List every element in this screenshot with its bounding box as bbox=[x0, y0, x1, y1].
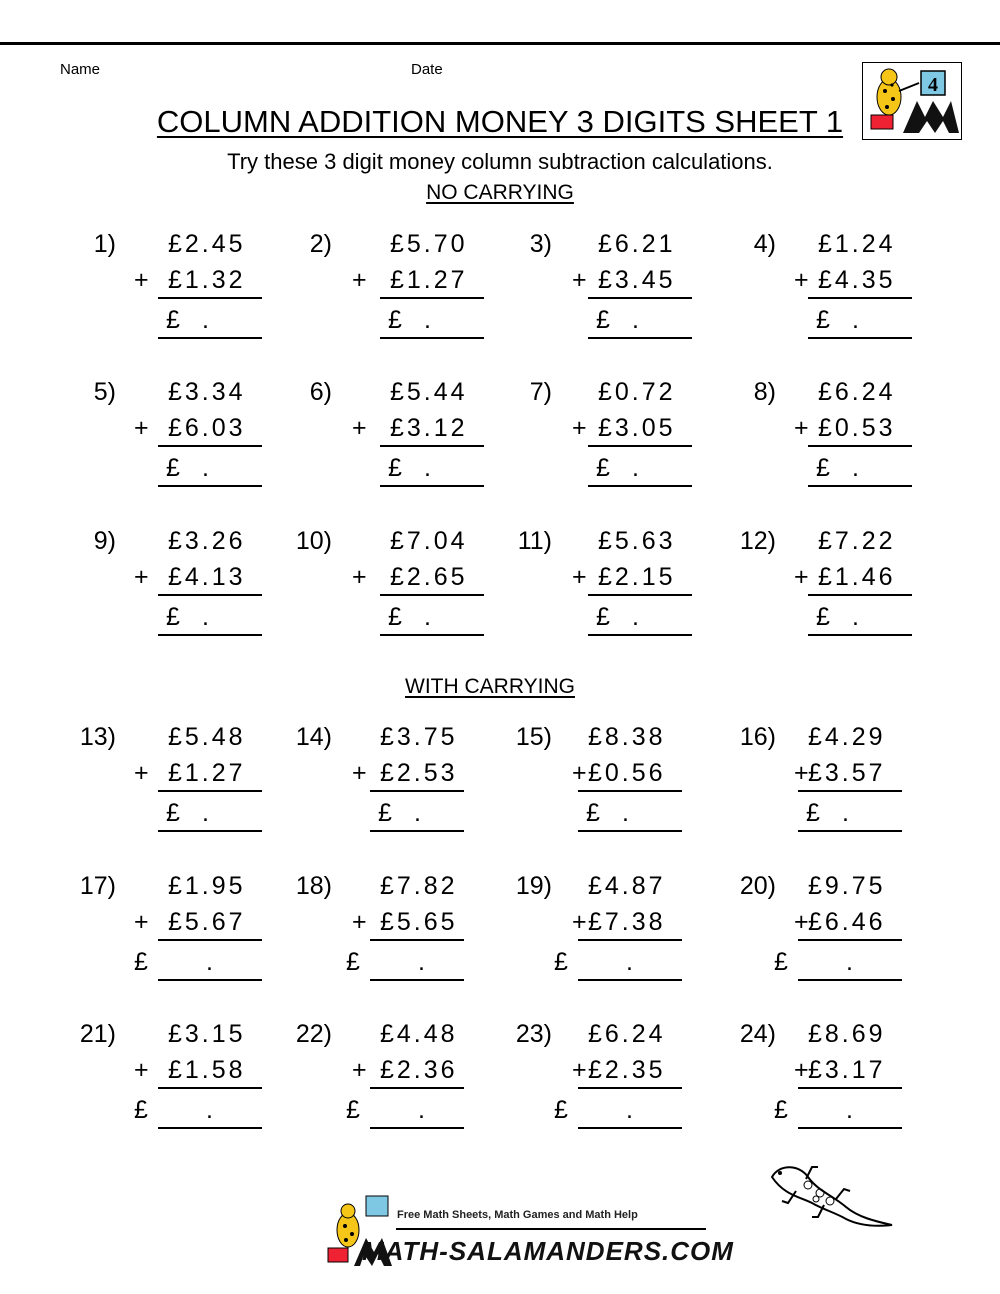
addend-top: £4.48 bbox=[380, 1020, 458, 1048]
answer-point: . bbox=[418, 948, 425, 976]
problem-number: 8) bbox=[753, 378, 776, 406]
answer-point: . bbox=[626, 948, 633, 976]
section-with-carrying bbox=[0, 675, 990, 699]
addend-top: £4.87 bbox=[588, 872, 666, 900]
addend-top: £6.24 bbox=[588, 1020, 666, 1048]
answer-rule bbox=[158, 979, 262, 981]
plus-sign: + bbox=[572, 908, 587, 936]
answer-rule bbox=[808, 337, 912, 339]
answer-point: . bbox=[206, 948, 213, 976]
problem-number: 13) bbox=[79, 723, 116, 751]
name-label: Name bbox=[60, 61, 101, 78]
answer-rule bbox=[588, 634, 692, 636]
sum-rule bbox=[808, 445, 912, 447]
addend-bottom: £3.45 bbox=[598, 266, 676, 294]
addend-bottom: £6.46 bbox=[808, 908, 886, 936]
addend-top: £2.45 bbox=[168, 230, 246, 258]
addend-bottom: £4.35 bbox=[818, 266, 896, 294]
addend-top: £7.22 bbox=[818, 527, 896, 555]
addend-bottom: £2.15 bbox=[598, 563, 676, 591]
plus-sign: + bbox=[572, 266, 587, 294]
answer-rule bbox=[370, 830, 464, 832]
answer-point: . bbox=[414, 799, 421, 827]
answer-rule bbox=[578, 830, 682, 832]
answer-rule bbox=[808, 634, 912, 636]
answer-currency: £ bbox=[774, 948, 788, 976]
answer-point: . bbox=[852, 306, 859, 334]
answer-rule bbox=[578, 1127, 682, 1129]
addend-bottom: £3.12 bbox=[390, 414, 468, 442]
plus-sign: + bbox=[352, 759, 367, 787]
answer-rule bbox=[588, 485, 692, 487]
answer-point: . bbox=[202, 799, 209, 827]
section-no-carrying-label: NO CARRYING bbox=[426, 181, 574, 204]
plus-sign: + bbox=[134, 266, 149, 294]
sum-rule bbox=[588, 297, 692, 299]
salamander-icon bbox=[766, 1155, 896, 1235]
answer-point: . bbox=[424, 603, 431, 631]
addend-top: £5.48 bbox=[168, 723, 246, 751]
addend-bottom: £2.65 bbox=[390, 563, 468, 591]
answer-point: . bbox=[846, 1096, 853, 1124]
sum-rule bbox=[798, 790, 902, 792]
problem-number: 6) bbox=[309, 378, 332, 406]
answer-point: . bbox=[424, 306, 431, 334]
answer-rule bbox=[158, 485, 262, 487]
top-rule bbox=[0, 42, 1000, 45]
addend-bottom: £5.67 bbox=[168, 908, 246, 936]
plus-sign: + bbox=[352, 414, 367, 442]
answer-currency: £ bbox=[596, 306, 610, 334]
plus-sign: + bbox=[134, 414, 149, 442]
answer-rule bbox=[380, 634, 484, 636]
addend-bottom: £1.32 bbox=[168, 266, 246, 294]
page-subtitle: Try these 3 digit money column subtraction calculations. bbox=[227, 149, 773, 174]
sum-rule bbox=[380, 594, 484, 596]
sum-rule bbox=[158, 297, 262, 299]
answer-rule bbox=[380, 337, 484, 339]
answer-rule bbox=[808, 485, 912, 487]
plus-sign: + bbox=[352, 563, 367, 591]
problem-number: 16) bbox=[739, 723, 776, 751]
problem-number: 24) bbox=[739, 1020, 776, 1048]
addend-bottom: £3.17 bbox=[808, 1056, 886, 1084]
sum-rule bbox=[158, 790, 262, 792]
answer-currency: £ bbox=[816, 603, 830, 631]
answer-rule bbox=[158, 634, 262, 636]
answer-point: . bbox=[206, 1096, 213, 1124]
plus-sign: + bbox=[134, 759, 149, 787]
addend-top: £9.75 bbox=[808, 872, 886, 900]
addend-bottom: £7.38 bbox=[588, 908, 666, 936]
plus-sign: + bbox=[134, 1056, 149, 1084]
answer-rule bbox=[380, 485, 484, 487]
plus-sign: + bbox=[572, 1056, 587, 1084]
answer-currency: £ bbox=[346, 948, 360, 976]
answer-currency: £ bbox=[554, 1096, 568, 1124]
problem-number: 20) bbox=[739, 872, 776, 900]
answer-rule bbox=[798, 979, 902, 981]
addend-bottom: £1.27 bbox=[168, 759, 246, 787]
answer-currency: £ bbox=[166, 306, 180, 334]
sum-rule bbox=[578, 939, 682, 941]
addend-bottom: £1.27 bbox=[390, 266, 468, 294]
addend-bottom: £0.53 bbox=[818, 414, 896, 442]
answer-currency: £ bbox=[388, 306, 402, 334]
addend-top: £6.24 bbox=[818, 378, 896, 406]
addend-bottom: £3.05 bbox=[598, 414, 676, 442]
problem-number: 14) bbox=[295, 723, 332, 751]
addend-top: £3.75 bbox=[380, 723, 458, 751]
addend-top: £1.24 bbox=[818, 230, 896, 258]
answer-currency: £ bbox=[806, 799, 820, 827]
plus-sign: + bbox=[794, 266, 809, 294]
problem-number: 2) bbox=[309, 230, 332, 258]
logo-number: 4 bbox=[928, 74, 938, 96]
answer-rule bbox=[158, 1127, 262, 1129]
sum-rule bbox=[808, 297, 912, 299]
plus-sign: + bbox=[352, 908, 367, 936]
sum-rule bbox=[588, 594, 692, 596]
problem-number: 10) bbox=[295, 527, 332, 555]
answer-point: . bbox=[424, 454, 431, 482]
answer-rule bbox=[158, 337, 262, 339]
answer-currency: £ bbox=[166, 454, 180, 482]
answer-point: . bbox=[632, 306, 639, 334]
plus-sign: + bbox=[572, 414, 587, 442]
answer-currency: £ bbox=[596, 454, 610, 482]
answer-point: . bbox=[622, 799, 629, 827]
footer-brand: MATH-SALAMANDERS.COM bbox=[362, 1236, 734, 1266]
plus-sign: + bbox=[352, 1056, 367, 1084]
sum-rule bbox=[158, 939, 262, 941]
answer-point: . bbox=[202, 306, 209, 334]
problem-number: 7) bbox=[529, 378, 552, 406]
plus-sign: + bbox=[794, 563, 809, 591]
sum-rule bbox=[808, 594, 912, 596]
addend-top: £4.29 bbox=[808, 723, 886, 751]
sum-rule bbox=[380, 297, 484, 299]
plus-sign: + bbox=[572, 759, 587, 787]
answer-currency: £ bbox=[388, 454, 402, 482]
answer-currency: £ bbox=[346, 1096, 360, 1124]
addend-top: £8.38 bbox=[588, 723, 666, 751]
addend-bottom: £2.53 bbox=[380, 759, 458, 787]
addend-top: £3.26 bbox=[168, 527, 246, 555]
addend-top: £5.70 bbox=[390, 230, 468, 258]
answer-point: . bbox=[202, 454, 209, 482]
page-title bbox=[0, 104, 1000, 140]
section-no-carrying bbox=[0, 181, 1000, 205]
sum-rule bbox=[578, 790, 682, 792]
answer-point: . bbox=[418, 1096, 425, 1124]
answer-rule bbox=[578, 979, 682, 981]
addend-top: £5.44 bbox=[390, 378, 468, 406]
plus-sign: + bbox=[572, 563, 587, 591]
sum-rule bbox=[158, 594, 262, 596]
answer-point: . bbox=[626, 1096, 633, 1124]
addend-top: £3.15 bbox=[168, 1020, 246, 1048]
problem-number: 18) bbox=[295, 872, 332, 900]
answer-currency: £ bbox=[774, 1096, 788, 1124]
problem-number: 9) bbox=[93, 527, 116, 555]
answer-currency: £ bbox=[816, 454, 830, 482]
sum-rule bbox=[158, 1087, 262, 1089]
section-with-carrying-label: WITH CARRYING bbox=[405, 675, 575, 698]
problem-number: 17) bbox=[79, 872, 116, 900]
sum-rule bbox=[370, 790, 464, 792]
addend-bottom: £1.58 bbox=[168, 1056, 246, 1084]
answer-point: . bbox=[852, 603, 859, 631]
answer-rule bbox=[370, 979, 464, 981]
addend-bottom: £2.35 bbox=[588, 1056, 666, 1084]
sum-rule bbox=[158, 445, 262, 447]
problem-number: 21) bbox=[79, 1020, 116, 1048]
answer-currency: £ bbox=[586, 799, 600, 827]
answer-rule bbox=[798, 830, 902, 832]
answer-rule bbox=[158, 830, 262, 832]
addend-bottom: £2.36 bbox=[380, 1056, 458, 1084]
answer-currency: £ bbox=[166, 603, 180, 631]
addend-bottom: £1.46 bbox=[818, 563, 896, 591]
problem-number: 1) bbox=[93, 230, 116, 258]
answer-point: . bbox=[632, 454, 639, 482]
answer-currency: £ bbox=[388, 603, 402, 631]
problem-number: 4) bbox=[753, 230, 776, 258]
addend-top: £7.04 bbox=[390, 527, 468, 555]
addend-bottom: £6.03 bbox=[168, 414, 246, 442]
plus-sign: + bbox=[134, 563, 149, 591]
problem-number: 15) bbox=[515, 723, 552, 751]
footer-rule bbox=[396, 1228, 706, 1230]
answer-currency: £ bbox=[816, 306, 830, 334]
addend-top: £8.69 bbox=[808, 1020, 886, 1048]
plus-sign: + bbox=[352, 266, 367, 294]
addend-bottom: £5.65 bbox=[380, 908, 458, 936]
answer-rule bbox=[588, 337, 692, 339]
answer-currency: £ bbox=[134, 1096, 148, 1124]
answer-point: . bbox=[632, 603, 639, 631]
problem-number: 5) bbox=[93, 378, 116, 406]
sum-rule bbox=[798, 1087, 902, 1089]
addend-top: £5.63 bbox=[598, 527, 676, 555]
answer-currency: £ bbox=[134, 948, 148, 976]
sum-rule bbox=[370, 1087, 464, 1089]
answer-point: . bbox=[202, 603, 209, 631]
date-label: Date bbox=[411, 61, 443, 78]
addend-bottom: £3.57 bbox=[808, 759, 886, 787]
problem-number: 11) bbox=[517, 527, 552, 555]
answer-currency: £ bbox=[554, 948, 568, 976]
answer-rule bbox=[370, 1127, 464, 1129]
plus-sign: + bbox=[134, 908, 149, 936]
answer-rule bbox=[798, 1127, 902, 1129]
addend-top: £7.82 bbox=[380, 872, 458, 900]
addend-top: £0.72 bbox=[598, 378, 676, 406]
plus-sign: + bbox=[794, 414, 809, 442]
footer-tagline: Free Math Sheets, Math Games and Math Help bbox=[397, 1209, 638, 1221]
problem-number: 23) bbox=[515, 1020, 552, 1048]
answer-point: . bbox=[852, 454, 859, 482]
problem-number: 22) bbox=[295, 1020, 332, 1048]
addend-top: £6.21 bbox=[598, 230, 676, 258]
addend-bottom: £0.56 bbox=[588, 759, 666, 787]
answer-point: . bbox=[842, 799, 849, 827]
plus-sign: + bbox=[794, 1056, 809, 1084]
answer-currency: £ bbox=[596, 603, 610, 631]
answer-currency: £ bbox=[166, 799, 180, 827]
problem-number: 3) bbox=[529, 230, 552, 258]
addend-top: £1.95 bbox=[168, 872, 246, 900]
sum-rule bbox=[588, 445, 692, 447]
sum-rule bbox=[370, 939, 464, 941]
plus-sign: + bbox=[794, 759, 809, 787]
page-title-text: COLUMN ADDITION MONEY 3 DIGITS SHEET 1 bbox=[156, 104, 844, 139]
sum-rule bbox=[578, 1087, 682, 1089]
addend-bottom: £4.13 bbox=[168, 563, 246, 591]
sum-rule bbox=[380, 445, 484, 447]
answer-point: . bbox=[846, 948, 853, 976]
answer-currency: £ bbox=[378, 799, 392, 827]
plus-sign: + bbox=[794, 908, 809, 936]
sum-rule bbox=[798, 939, 902, 941]
problem-number: 12) bbox=[739, 527, 776, 555]
addend-top: £3.34 bbox=[168, 378, 246, 406]
problem-number: 19) bbox=[515, 872, 552, 900]
